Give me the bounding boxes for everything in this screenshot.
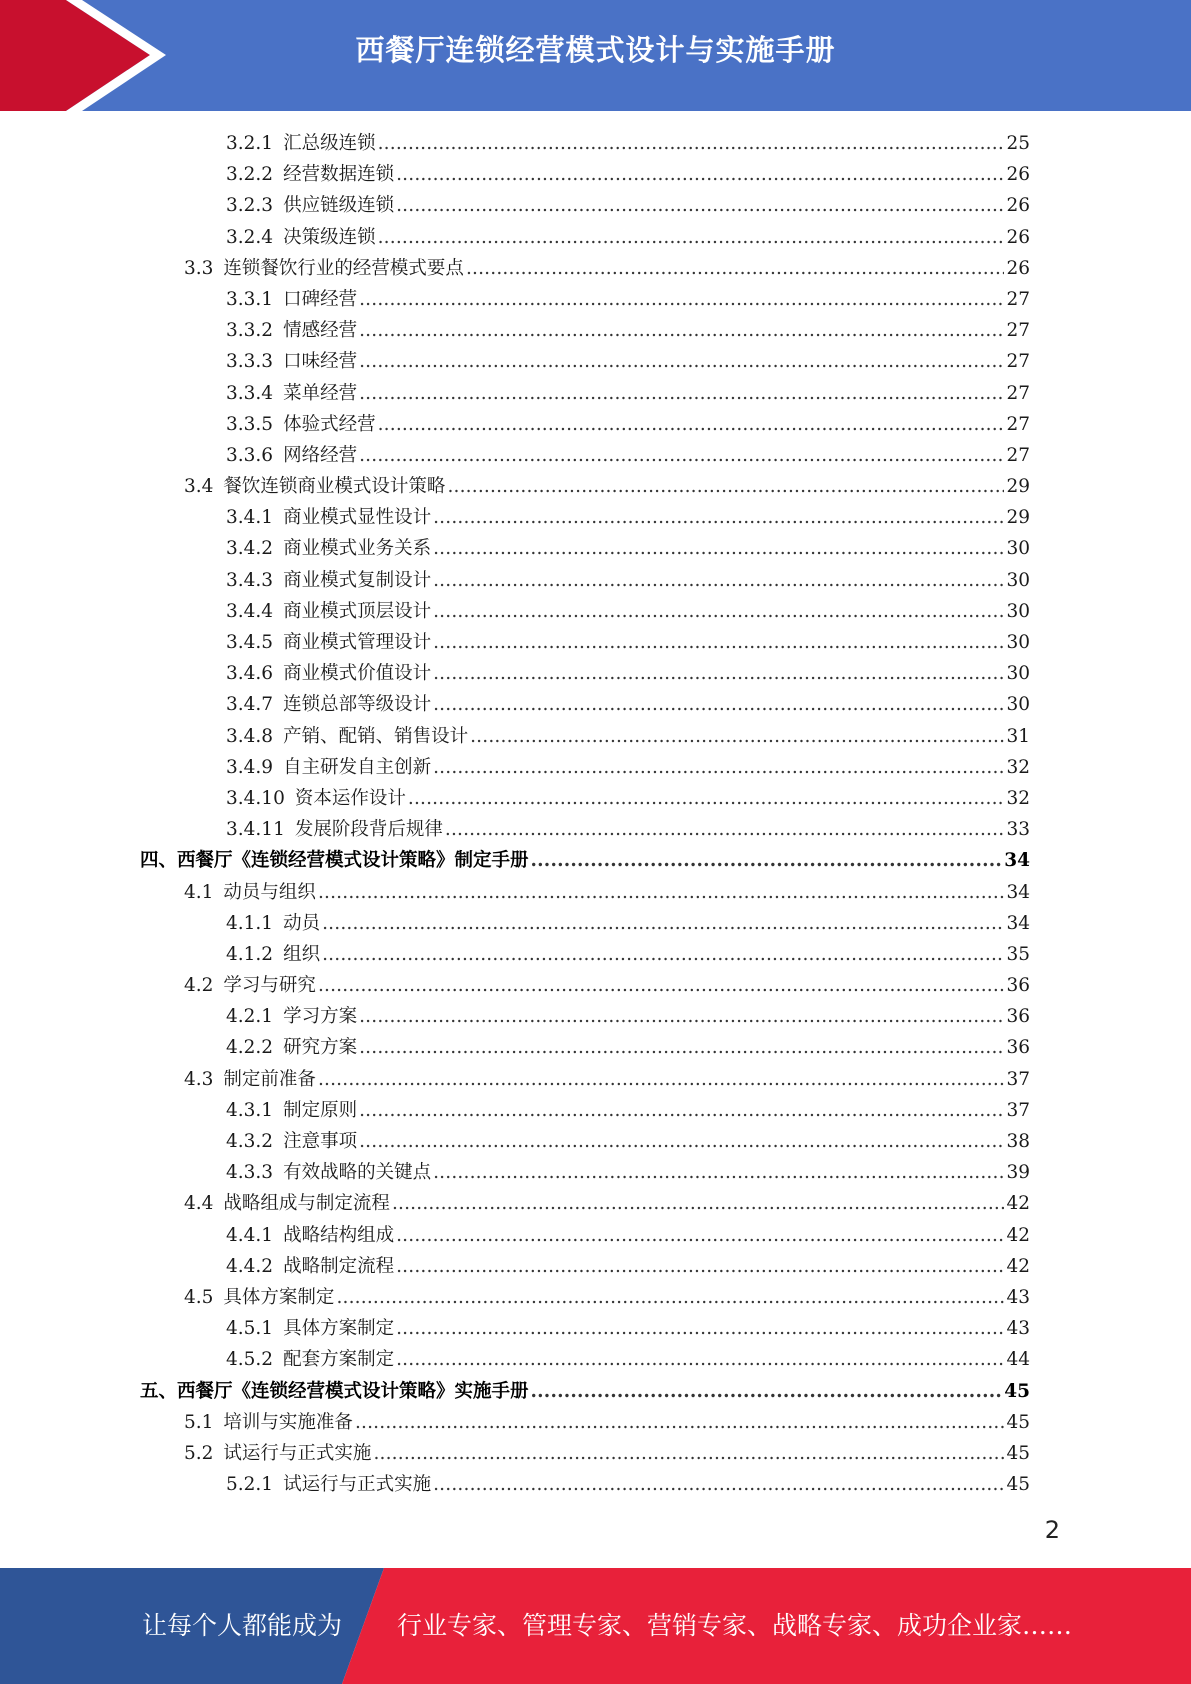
toc-entry-page: 37	[1006, 1099, 1030, 1121]
toc-dot-leader	[466, 253, 1005, 284]
toc-entry[interactable]	[140, 346, 1030, 377]
toc-entry-number: 3.4.6	[226, 663, 274, 685]
page-footer	[0, 1568, 1191, 1684]
toc-entry-number: 4.5.2	[226, 1349, 274, 1371]
toc-entry-page: 25	[1006, 133, 1030, 154]
toc-dot-leader	[318, 877, 1005, 908]
toc-entry[interactable]	[140, 939, 1030, 970]
toc-dot-leader	[359, 1001, 1004, 1032]
toc-entry[interactable]	[140, 565, 1030, 596]
toc-entry-page: 26	[1006, 226, 1030, 248]
toc-entry[interactable]	[140, 222, 1030, 253]
toc-entry[interactable]	[140, 877, 1030, 908]
toc-entry[interactable]	[140, 1282, 1030, 1313]
toc-dot-leader	[433, 658, 1004, 689]
toc-entry-title: 网络经营	[283, 444, 358, 466]
toc-entry-title: 口碑经营	[283, 288, 358, 310]
toc-entry-title: 决策级连锁	[283, 226, 376, 248]
toc-entry-number: 5.2.1	[226, 1474, 274, 1496]
toc-entry-number: 3.3.4	[226, 382, 274, 404]
toc-entry-title: 制定前准备	[223, 1068, 316, 1090]
toc-entry-page: 27	[1006, 382, 1030, 404]
toc-entry-number: 4.1.2	[226, 943, 274, 965]
toc-dot-leader	[373, 1438, 1004, 1469]
toc-entry-page: 42	[1006, 1224, 1030, 1246]
toc-dot-leader	[378, 222, 1005, 253]
toc-entry-page: 29	[1006, 507, 1030, 529]
toc-entry-title: 学习方案	[283, 1006, 358, 1028]
toc-entry-page: 37	[1006, 1068, 1030, 1090]
toc-entry-number: 4.2.2	[226, 1037, 274, 1059]
toc-entry-title: 资本运作设计	[294, 787, 406, 809]
toc-dot-leader	[531, 1376, 1003, 1407]
table-of-contents	[140, 128, 1030, 1500]
toc-entry-title: 商业模式管理设计	[283, 632, 432, 653]
toc-entry[interactable]	[140, 253, 1030, 284]
toc-entry-title: 具体方案制定	[283, 1318, 395, 1340]
toc-entry[interactable]	[140, 1251, 1030, 1282]
toc-entry-page: 30	[1006, 663, 1030, 685]
toc-entry[interactable]	[140, 814, 1030, 845]
toc-entry-page: 45	[1006, 1411, 1030, 1433]
toc-entry[interactable]	[140, 845, 1030, 876]
toc-entry-page: 27	[1006, 444, 1030, 466]
toc-entry-page: 44	[1006, 1349, 1030, 1371]
toc-entry-page: 45	[1006, 1442, 1030, 1464]
page-number: 2	[1044, 1516, 1060, 1544]
toc-entry-page: 32	[1006, 787, 1030, 809]
footer-slogan-right: 行业专家、管理专家、营销专家、战略专家、成功企业家……	[397, 1611, 1073, 1640]
toc-entry-page: 39	[1006, 1162, 1030, 1184]
toc-dot-leader	[318, 1064, 1005, 1095]
toc-entry-page: 33	[1006, 819, 1030, 841]
toc-entry-number: 5.2	[184, 1442, 214, 1464]
toc-entry-title: 情感经营	[283, 320, 358, 342]
toc-entry-number: 4.3.1	[226, 1099, 274, 1121]
toc-entry-number: 4.5	[184, 1286, 214, 1308]
toc-entry-number: 3.3.2	[226, 320, 274, 342]
toc-entry-title: 四、西餐厅《连锁经营模式设计策略》制定手册	[140, 850, 529, 872]
toc-entry[interactable]	[140, 1220, 1030, 1251]
toc-entry-title: 菜单经营	[283, 382, 358, 404]
document-title: 西餐厅连锁经营模式设计与实施手册	[355, 33, 836, 67]
toc-entry[interactable]	[140, 1126, 1030, 1157]
toc-dot-leader	[470, 721, 1004, 752]
toc-entry-title: 商业模式复制设计	[283, 569, 432, 591]
toc-entry-page: 27	[1006, 351, 1030, 373]
toc-entry-title: 制定原则	[283, 1099, 358, 1121]
toc-entry-title: 自主研发自主创新	[283, 756, 432, 778]
toc-dot-leader	[359, 1095, 1004, 1126]
toc-dot-leader	[396, 159, 1004, 190]
toc-entry-title: 战略制定流程	[283, 1255, 395, 1277]
toc-entry-title: 汇总级连锁	[283, 133, 376, 154]
toc-entry[interactable]	[140, 409, 1030, 440]
toc-entry-number: 3.3.6	[226, 444, 274, 466]
toc-entry[interactable]	[140, 1438, 1030, 1469]
toc-entry-number: 3.2.1	[226, 133, 274, 154]
toc-dot-leader	[392, 1188, 1005, 1219]
toc-entry-title: 试运行与正式实施	[283, 1474, 432, 1496]
toc-entry-page: 45	[1006, 1474, 1030, 1496]
toc-entry-page: 26	[1006, 164, 1030, 186]
toc-entry-title: 配套方案制定	[283, 1349, 395, 1371]
toc-entry-title: 发展阶段背后规律	[294, 819, 443, 841]
toc-entry-page: 34	[1006, 912, 1030, 934]
toc-entry-number: 3.4.7	[226, 694, 274, 716]
toc-entry-title: 有效战略的关键点	[283, 1162, 432, 1184]
toc-dot-leader	[408, 783, 1005, 814]
toc-entry-page: 43	[1006, 1286, 1030, 1308]
toc-dot-leader	[318, 970, 1005, 1001]
toc-entry-title: 学习与研究	[223, 975, 316, 997]
toc-entry[interactable]	[140, 752, 1030, 783]
toc-entry-number: 3.2.3	[226, 195, 274, 217]
toc-entry-number: 4.4.2	[226, 1255, 274, 1277]
toc-dot-leader	[378, 128, 1005, 159]
toc-entry-page: 27	[1006, 288, 1030, 310]
toc-dot-leader	[359, 1126, 1004, 1157]
toc-entry-number: 3.3.1	[226, 288, 274, 310]
toc-entry-title: 商业模式价值设计	[283, 663, 432, 685]
toc-entry[interactable]	[140, 378, 1030, 409]
toc-entry-title: 组织	[283, 943, 321, 965]
toc-dot-leader	[531, 845, 1003, 876]
toc-entry-title: 具体方案制定	[223, 1286, 335, 1308]
toc-entry-title: 试运行与正式实施	[223, 1442, 372, 1464]
page-header	[0, 0, 1191, 111]
toc-entry-title: 体验式经营	[283, 413, 376, 435]
toc-entry-title: 餐饮连锁商业模式设计策略	[223, 476, 446, 498]
toc-entry-page: 34	[1004, 850, 1030, 872]
toc-entry-page: 36	[1006, 975, 1030, 997]
toc-entry-number: 4.4.1	[226, 1224, 274, 1246]
toc-dot-leader	[433, 1469, 1004, 1500]
toc-dot-leader	[433, 533, 1004, 564]
toc-dot-leader	[359, 315, 1004, 346]
toc-entry-number: 3.4.3	[226, 569, 274, 591]
footer-slogan-left: 让每个人都能成为	[142, 1611, 343, 1640]
toc-entry-title: 注意事项	[283, 1131, 358, 1152]
toc-entry-page: 31	[1006, 725, 1030, 747]
toc-entry-page: 30	[1006, 632, 1030, 653]
toc-entry-number: 3.4	[184, 476, 214, 498]
toc-entry-number: 3.4.9	[226, 756, 274, 778]
toc-entry-title: 商业模式顶层设计	[283, 600, 432, 622]
toc-dot-leader	[447, 471, 1004, 502]
toc-entry-title: 连锁总部等级设计	[283, 694, 432, 716]
toc-dot-leader	[396, 1313, 1004, 1344]
toc-entry[interactable]	[140, 128, 1030, 159]
toc-entry-number: 4.3.3	[226, 1162, 274, 1184]
toc-entry-page: 26	[1006, 195, 1030, 217]
toc-entry-number: 3.4.5	[226, 632, 274, 653]
toc-entry[interactable]	[140, 284, 1030, 315]
toc-entry-number: 3.4.8	[226, 725, 274, 747]
toc-entry-page: 43	[1006, 1318, 1030, 1340]
toc-entry[interactable]	[140, 689, 1030, 720]
toc-entry-title: 经营数据连锁	[283, 164, 395, 186]
toc-entry-number: 3.3.3	[226, 351, 274, 373]
toc-entry[interactable]	[140, 908, 1030, 939]
toc-entry-number: 4.2	[184, 975, 214, 997]
toc-entry[interactable]	[140, 1095, 1030, 1126]
toc-entry-number: 3.4.10	[226, 787, 285, 809]
toc-entry-title: 研究方案	[283, 1037, 358, 1059]
toc-entry-page: 45	[1004, 1380, 1030, 1402]
toc-dot-leader	[433, 502, 1004, 533]
toc-entry[interactable]	[140, 627, 1030, 658]
toc-entry-title: 战略组成与制定流程	[223, 1193, 390, 1215]
toc-entry[interactable]	[140, 1344, 1030, 1375]
toc-dot-leader	[359, 378, 1004, 409]
toc-entry[interactable]	[140, 190, 1030, 221]
toc-entry[interactable]	[140, 1376, 1030, 1407]
toc-entry-number: 3.3	[184, 257, 214, 279]
toc-dot-leader	[359, 440, 1004, 471]
toc-dot-leader	[433, 627, 1004, 658]
toc-dot-leader	[359, 284, 1004, 315]
toc-entry-number: 4.2.1	[226, 1006, 274, 1028]
toc-dot-leader	[336, 1282, 1004, 1313]
toc-entry-page: 42	[1006, 1255, 1030, 1277]
toc-entry-title: 产销、配销、销售设计	[283, 725, 469, 747]
toc-entry[interactable]	[140, 1188, 1030, 1219]
toc-entry[interactable]	[140, 159, 1030, 190]
toc-entry-number: 4.3.2	[226, 1131, 274, 1152]
toc-entry[interactable]	[140, 440, 1030, 471]
toc-entry-number: 4.1	[184, 881, 214, 903]
toc-entry[interactable]	[140, 1032, 1030, 1063]
toc-entry-page: 34	[1006, 881, 1030, 903]
toc-entry-number: 3.3.5	[226, 413, 274, 435]
toc-entry-page: 42	[1006, 1193, 1030, 1215]
toc-dot-leader	[396, 1344, 1004, 1375]
toc-dot-leader	[433, 565, 1004, 596]
toc-entry-number: 3.4.2	[226, 538, 274, 560]
toc-entry[interactable]	[140, 1313, 1030, 1344]
toc-entry-page: 30	[1006, 538, 1030, 560]
toc-dot-leader	[445, 814, 1005, 845]
toc-dot-leader	[359, 1032, 1004, 1063]
toc-entry-page: 30	[1006, 569, 1030, 591]
toc-entry-page: 26	[1006, 257, 1030, 279]
toc-dot-leader	[359, 346, 1004, 377]
toc-entry[interactable]	[140, 471, 1030, 502]
toc-entry-title: 培训与实施准备	[223, 1411, 353, 1433]
toc-dot-leader	[396, 1220, 1004, 1251]
toc-entry-title: 商业模式显性设计	[283, 507, 432, 529]
toc-entry-number: 3.2.2	[226, 164, 274, 186]
toc-entry-number: 3.4.11	[226, 819, 285, 841]
toc-entry-number: 4.4	[184, 1193, 214, 1215]
toc-entry[interactable]	[140, 970, 1030, 1001]
toc-entry[interactable]	[140, 596, 1030, 627]
toc-dot-leader	[396, 190, 1004, 221]
toc-entry[interactable]	[140, 1469, 1030, 1500]
toc-entry[interactable]	[140, 1001, 1030, 1032]
toc-entry-number: 4.3	[184, 1068, 214, 1090]
toc-dot-leader	[433, 689, 1004, 720]
toc-entry[interactable]	[140, 658, 1030, 689]
toc-entry-title: 动员与组织	[223, 881, 316, 903]
toc-entry-number: 3.2.4	[226, 226, 274, 248]
toc-entry-title: 供应链级连锁	[283, 195, 395, 217]
toc-dot-leader	[322, 939, 1004, 970]
toc-entry[interactable]	[140, 533, 1030, 564]
toc-entry[interactable]	[140, 1407, 1030, 1438]
toc-entry-page: 30	[1006, 600, 1030, 622]
toc-dot-leader	[396, 1251, 1004, 1282]
toc-dot-leader	[378, 409, 1005, 440]
toc-entry[interactable]	[140, 1157, 1030, 1188]
toc-entry-title: 连锁餐饮行业的经营模式要点	[223, 257, 464, 279]
toc-entry[interactable]	[140, 783, 1030, 814]
toc-entry-number: 4.5.1	[226, 1318, 274, 1340]
toc-dot-leader	[322, 908, 1004, 939]
toc-entry-title: 口味经营	[283, 351, 358, 373]
toc-dot-leader	[433, 752, 1004, 783]
toc-entry-page: 35	[1006, 943, 1030, 965]
toc-entry[interactable]	[140, 1064, 1030, 1095]
toc-entry-number: 3.4.4	[226, 600, 274, 622]
toc-entry-page: 30	[1006, 694, 1030, 716]
toc-entry-title: 五、西餐厅《连锁经营模式设计策略》实施手册	[140, 1380, 529, 1402]
toc-entry-title: 商业模式业务关系	[283, 538, 432, 560]
toc-entry-title: 动员	[283, 912, 321, 934]
toc-dot-leader	[433, 1157, 1004, 1188]
toc-entry[interactable]	[140, 315, 1030, 346]
toc-dot-leader	[355, 1407, 1005, 1438]
toc-entry[interactable]	[140, 502, 1030, 533]
toc-entry[interactable]	[140, 721, 1030, 752]
toc-entry-page: 29	[1006, 476, 1030, 498]
toc-entry-page: 27	[1006, 413, 1030, 435]
toc-entry-number: 4.1.1	[226, 912, 274, 934]
toc-entry-page: 27	[1006, 320, 1030, 342]
toc-entry-title: 战略结构组成	[283, 1224, 395, 1246]
toc-dot-leader	[433, 596, 1004, 627]
toc-entry-page: 38	[1006, 1131, 1030, 1152]
toc-entry-page: 36	[1006, 1006, 1030, 1028]
toc-entry-number: 3.4.1	[226, 507, 274, 529]
toc-entry-page: 32	[1006, 756, 1030, 778]
toc-entry-page: 36	[1006, 1037, 1030, 1059]
toc-entry-number: 5.1	[184, 1411, 214, 1433]
